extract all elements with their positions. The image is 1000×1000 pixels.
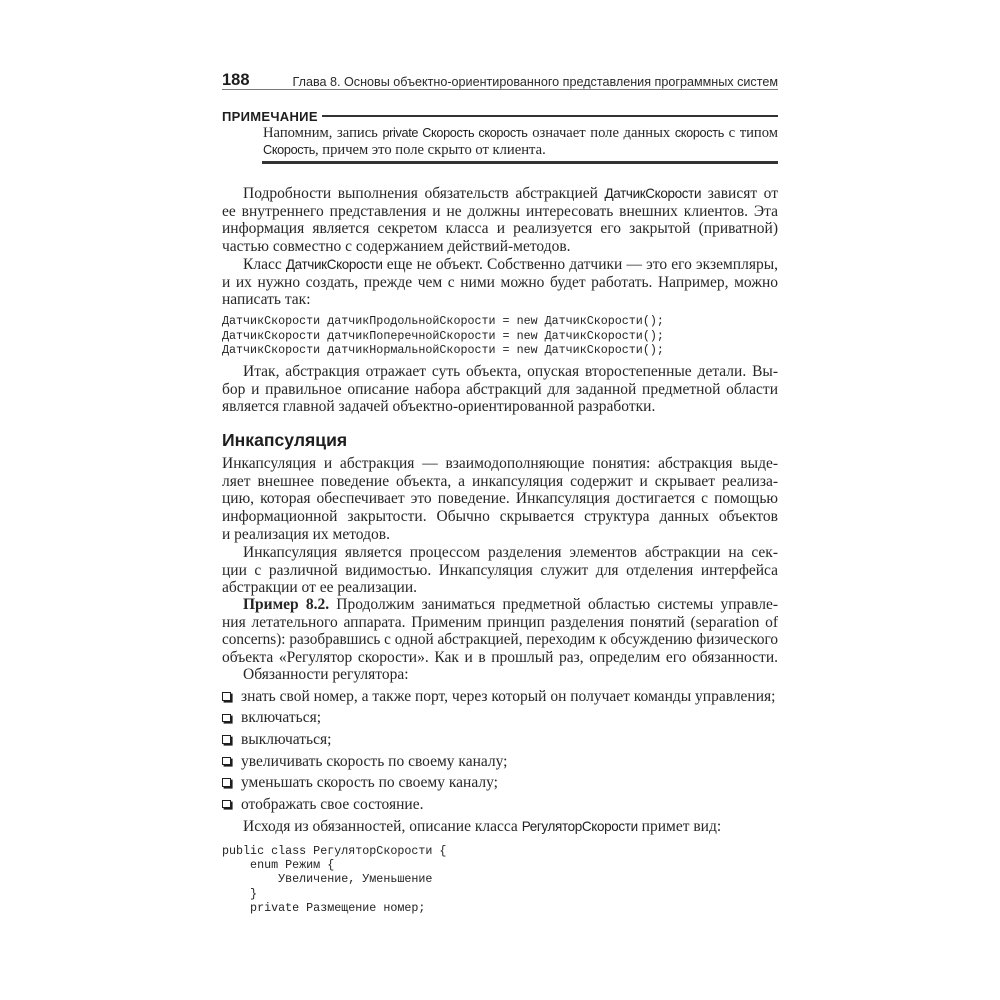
text-line: абстракции от ее реализации. <box>222 579 417 597</box>
text-run: Продолжим заниматься предметной областью системы управле- <box>329 596 778 613</box>
class-name-term: ДатчикСкорости <box>604 186 702 201</box>
text-line <box>222 818 778 836</box>
list-item-text: увеличивать скорость по своему каналу; <box>241 752 508 770</box>
list-item-text: уменьшать скорость по своему каналу; <box>241 774 498 792</box>
code-line: ДатчикСкорости датчикПродольнойСкорости = new ДатчикСкорости(); <box>222 314 664 328</box>
note-text: , причем это поле скрыто от клиента. <box>315 142 546 158</box>
note-body <box>263 125 778 159</box>
text-run: примет вид: <box>637 818 722 835</box>
text-line: информационной закрытости. Обычно скрывается структура данных объектов <box>222 508 778 526</box>
note-text: означает поле данных <box>527 125 675 141</box>
list-item-text: знать свой номер, а также порт, через который он получает команды управления; <box>241 687 776 705</box>
note-top-rule <box>322 115 778 117</box>
example-label: Пример 8.2. <box>243 596 330 613</box>
text-line <box>222 596 778 614</box>
text-line <box>222 256 778 274</box>
paragraph <box>222 185 778 256</box>
shadowed-square-icon <box>222 692 231 701</box>
class-name-term: РегуляторСкорости <box>521 819 638 834</box>
section-heading: Инкапсуляция <box>222 430 348 450</box>
list-item <box>222 686 778 708</box>
page-number: 188 <box>222 71 250 89</box>
text-line: concerns): разобравшись с одной абстракцией, переходим к обсуждению физического <box>222 631 778 649</box>
note-line <box>263 142 778 159</box>
code-block <box>222 844 446 915</box>
running-header-title: Глава 8. Основы объектно-ориентированного представления программных систем <box>292 75 778 89</box>
text-line: ляет внешнее поведение объекта, а инкапсуляция содержит и скрывает реализа- <box>222 472 778 490</box>
note-term: скорость <box>674 126 724 140</box>
code-line: Увеличение, Уменьшение <box>222 872 433 887</box>
code-line: private Размещение номер; <box>222 900 426 915</box>
list-item-text: выключаться; <box>241 731 332 749</box>
text-line: ния летательного аппарата. Применим принцип разделения понятий (separation of <box>222 613 778 631</box>
paragraph <box>222 818 778 836</box>
list-item <box>222 751 778 773</box>
paragraph <box>222 544 778 597</box>
example-paragraph <box>222 596 778 667</box>
list-item <box>222 794 778 816</box>
note-text: Напомним, запись <box>263 125 383 141</box>
paragraph <box>222 256 778 309</box>
text-line: Обязанности регулятора: <box>243 666 409 683</box>
text-line: ции с различной видимостью. Инкапсуляция служит для отделения интерфейса <box>222 561 778 579</box>
code-line: ДатчикСкорости датчикНормальнойСкорости = new ДатчикСкорости(); <box>222 343 664 358</box>
code-line: } <box>222 886 258 901</box>
text-run: Класс <box>243 256 286 273</box>
text-line: Итак, абстракция отражает суть объекта, опуская второстепенные детали. Вы- <box>243 363 778 380</box>
shadowed-square-icon <box>222 757 231 766</box>
paragraph <box>222 363 778 416</box>
text-line: бор и правильное описание набора абстракций для заданной предметной области <box>222 380 778 398</box>
text-run: Подробности выполнения обязательств абстракцией <box>243 185 605 202</box>
text-line: информация является секретом класса и реализуется его закрытой (приватной) <box>222 220 778 238</box>
text-line: и реализация их методов. <box>222 525 390 543</box>
note-text: с типом <box>723 125 778 141</box>
text-line <box>222 185 778 203</box>
header-divider <box>222 89 778 90</box>
text-run: еще не объект. Собственно датчики — это его экземпляры, <box>382 256 778 273</box>
shadowed-square-icon <box>222 800 231 809</box>
note-line <box>263 125 778 142</box>
class-name-term: ДатчикСкорости <box>285 257 383 272</box>
note-term: private Скорость скорость <box>382 126 528 140</box>
text-line: частью совместно с содержанием действий-методов. <box>222 238 571 256</box>
note-bottom-rule <box>262 161 778 164</box>
duties-list <box>222 686 778 816</box>
list-item-text: включаться; <box>241 709 322 727</box>
code-line: ДатчикСкорости датчикПоперечнойСкорости = new ДатчикСкорости(); <box>222 328 664 343</box>
text-line: ее внутреннего представления и не должны интересовать внешних клиентов. Эта <box>222 202 778 220</box>
list-item-text: отображать свое состояние. <box>241 795 424 813</box>
code-block <box>222 314 664 358</box>
note-term: Скорость <box>263 143 315 157</box>
text-run: зависят от <box>701 185 778 202</box>
shadowed-square-icon <box>222 735 231 744</box>
code-line: public class РегуляторСкорости { <box>222 844 447 858</box>
note-label: ПРИМЕЧАНИЕ <box>222 109 318 124</box>
shadowed-square-icon <box>222 714 231 723</box>
list-item <box>222 772 778 794</box>
text-line: и их нужно создать, прежде чем с ними можно будет работать. Например, можно <box>222 273 778 291</box>
list-item <box>222 708 778 730</box>
paragraph <box>222 455 778 543</box>
text-line: является главной задачей объектно-ориентированной разработки. <box>222 398 656 416</box>
code-line: enum Режим { <box>222 858 335 873</box>
text-line: Инкапсуляция является процессом разделения элементов абстракции на сек- <box>243 544 778 561</box>
text-run: Исходя из обязанностей, описание класса <box>243 818 522 835</box>
list-item <box>222 729 778 751</box>
text-line: цию, которая обеспечивает это поведение. Инкапсуляция достигается с помощью <box>222 490 778 508</box>
shadowed-square-icon <box>222 778 231 787</box>
paragraph <box>222 666 778 684</box>
text-line: объекта «Регулятор скорости». Как и в прошлый раз, определим его обязанности. <box>222 649 778 667</box>
text-line: написать так: <box>222 291 311 309</box>
text-line: Инкапсуляция и абстракция — взаимодополняющие понятия: абстракция выде- <box>222 455 778 472</box>
